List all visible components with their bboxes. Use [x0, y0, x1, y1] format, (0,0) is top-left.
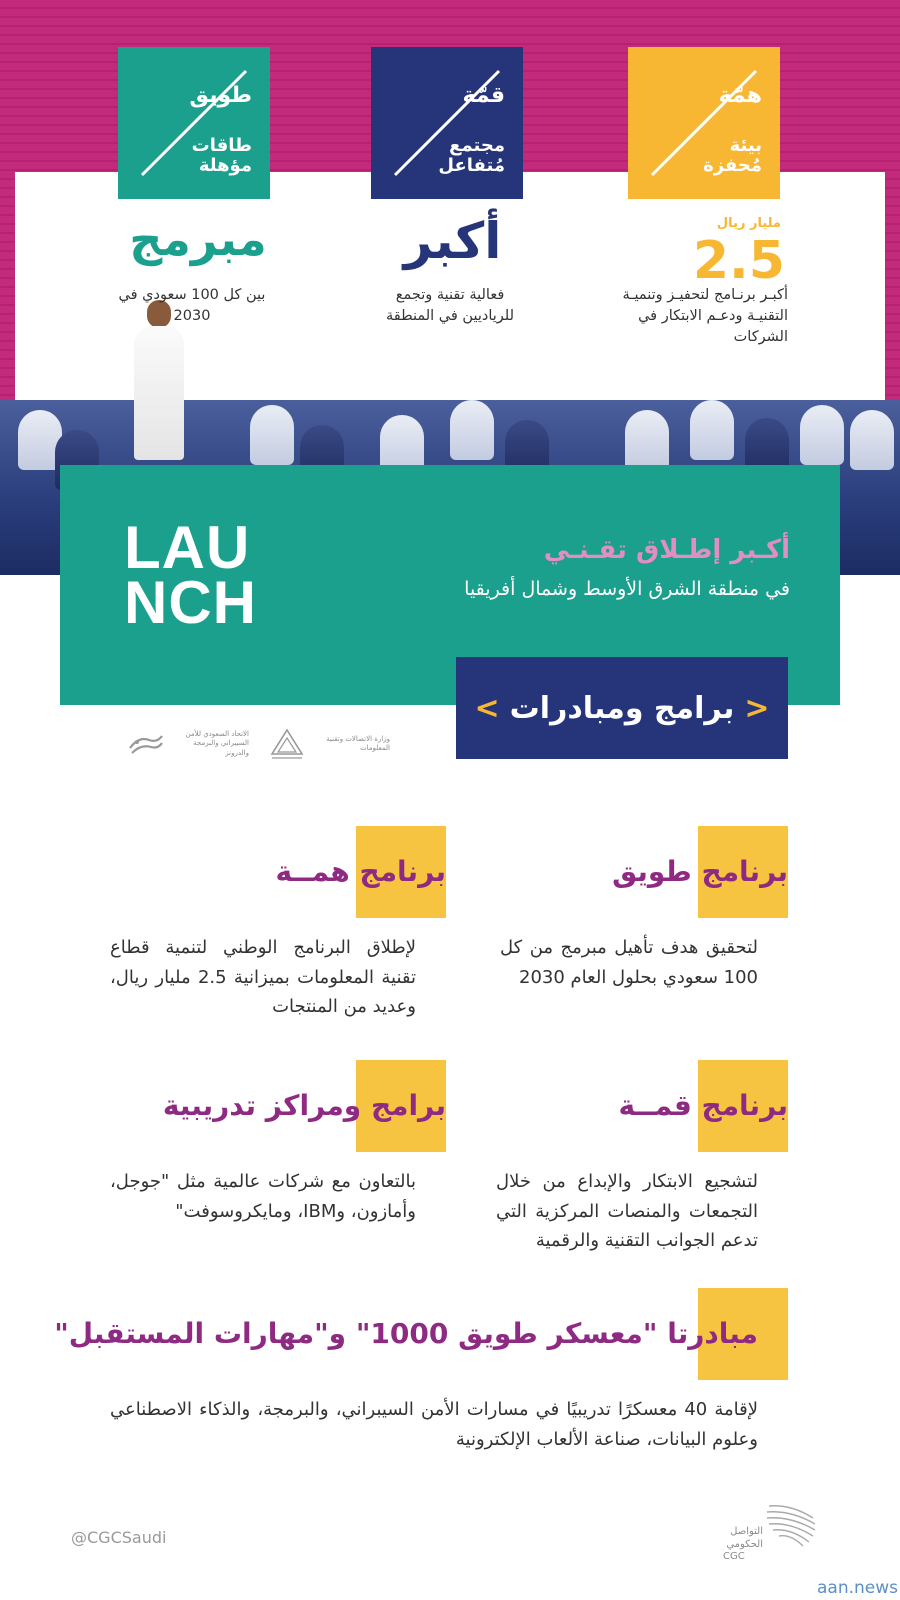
safcsp-emblem-icon: [127, 728, 165, 760]
card-subtitle: مجتمع مُتفاعل: [438, 134, 505, 177]
card-subtitle: طاقات مؤهلة: [191, 134, 252, 177]
stat-unit: مليار ريال: [716, 216, 781, 231]
launch-logo-line1: LAU: [124, 514, 251, 581]
program-training: [110, 1060, 446, 1260]
partner-name: وزارة الاتصالات وتقنية المعلومات: [326, 734, 390, 752]
program-text: لتحقيق هدف تأهيل مبرمج من كل 100 سعودي بحلول العام 2030: [500, 937, 758, 988]
program-hemma: [110, 826, 446, 1026]
initiatives: [54, 1288, 788, 1458]
cgc-logo: [715, 1500, 825, 1570]
launch-title: أكـبر إطـلاق تقـنـي: [543, 535, 790, 565]
social-handle: @CGCSaudi: [71, 1528, 167, 1547]
program-tuwaiq: [483, 826, 788, 1026]
program-title: برنامج قمــة: [618, 1089, 788, 1122]
program-title: برامج ومراكز تدريبية: [162, 1089, 446, 1122]
program-text: لإقامة 40 معسكرًا تدريبيًا في مسارات الأمن السيبراني، والبرمجة، والذكاء الاصطناعي وعلوم البيانات، صناعة الألعاب الإلكترونية: [110, 1399, 759, 1450]
card-title: طويق: [189, 83, 252, 108]
stat-card-tuwaiq: [118, 47, 270, 199]
stat-programmer: مبرمج: [129, 212, 267, 266]
stat-largest: أكبر: [403, 212, 502, 270]
program-qimma: [483, 1060, 788, 1260]
stat-budget-desc: أكبـر برنـامج لتحفيـز وتنميـة التقنيـة ودعـم الابتكار في الشركات: [622, 287, 788, 346]
program-text: لتشجيع الابتكار والإبداع من خلال التجمعات والمنصات المركزية التي تدعم الجوانب التقنية والرقمية: [496, 1171, 758, 1252]
program-title: برنامج همــة: [275, 855, 446, 888]
card-subtitle: بيئة مُحفزة: [703, 134, 762, 177]
cgc-wave-icon: [761, 1500, 821, 1552]
stat-card-qimma: [371, 47, 523, 199]
partner-logo-safcsp: [127, 726, 249, 762]
launch-logo-line2: NCH: [124, 569, 257, 637]
mcit-emblem-icon: [268, 728, 306, 760]
stat-value: 2.5: [692, 231, 785, 291]
card-title: قمّة: [462, 83, 505, 108]
program-text: لإطلاق البرنامج الوطني لتنمية قطاع تقنية المعلومات بميزانية 2.5 مليار ريال، وعديد من المنتجات: [110, 937, 416, 1018]
programs-heading: [456, 657, 788, 759]
site-watermark: aan.news: [813, 1577, 900, 1600]
program-title: مبادرتا "معسكر طويق 1000" و"مهارات المستقبل": [54, 1317, 758, 1350]
chevron-left-icon: >: [474, 690, 500, 726]
stat-card-hemma: [628, 47, 780, 199]
launch-logo: [124, 514, 274, 637]
partner-name: الاتحاد السعودي للأمن السيبراني والبرمجة والدرونز: [185, 730, 249, 757]
partner-logo-mcit: [268, 726, 390, 762]
stat-budget: [620, 212, 785, 291]
stat-programmer-desc: بين كل 100 سعودي في 2030: [118, 287, 266, 325]
stat-largest-desc: فعالية تقنية وتجمع للرياديين في المنطقة: [385, 287, 515, 325]
programs-heading-label: برامج ومبادرات: [509, 690, 735, 726]
cgc-logo-text: التواصل الحكومي CGC: [723, 1526, 763, 1562]
launch-subtitle: في منطقة الشرق الأوسط وشمال أفريقيا: [464, 578, 790, 600]
chevron-right-icon: <: [744, 690, 770, 726]
program-title: برنامج طويق: [612, 855, 788, 888]
card-title: همّة: [718, 83, 762, 108]
program-text: بالتعاون مع شركات عالمية مثل "جوجل، وأمازون، وIBM، ومايكروسوفت": [110, 1171, 416, 1222]
